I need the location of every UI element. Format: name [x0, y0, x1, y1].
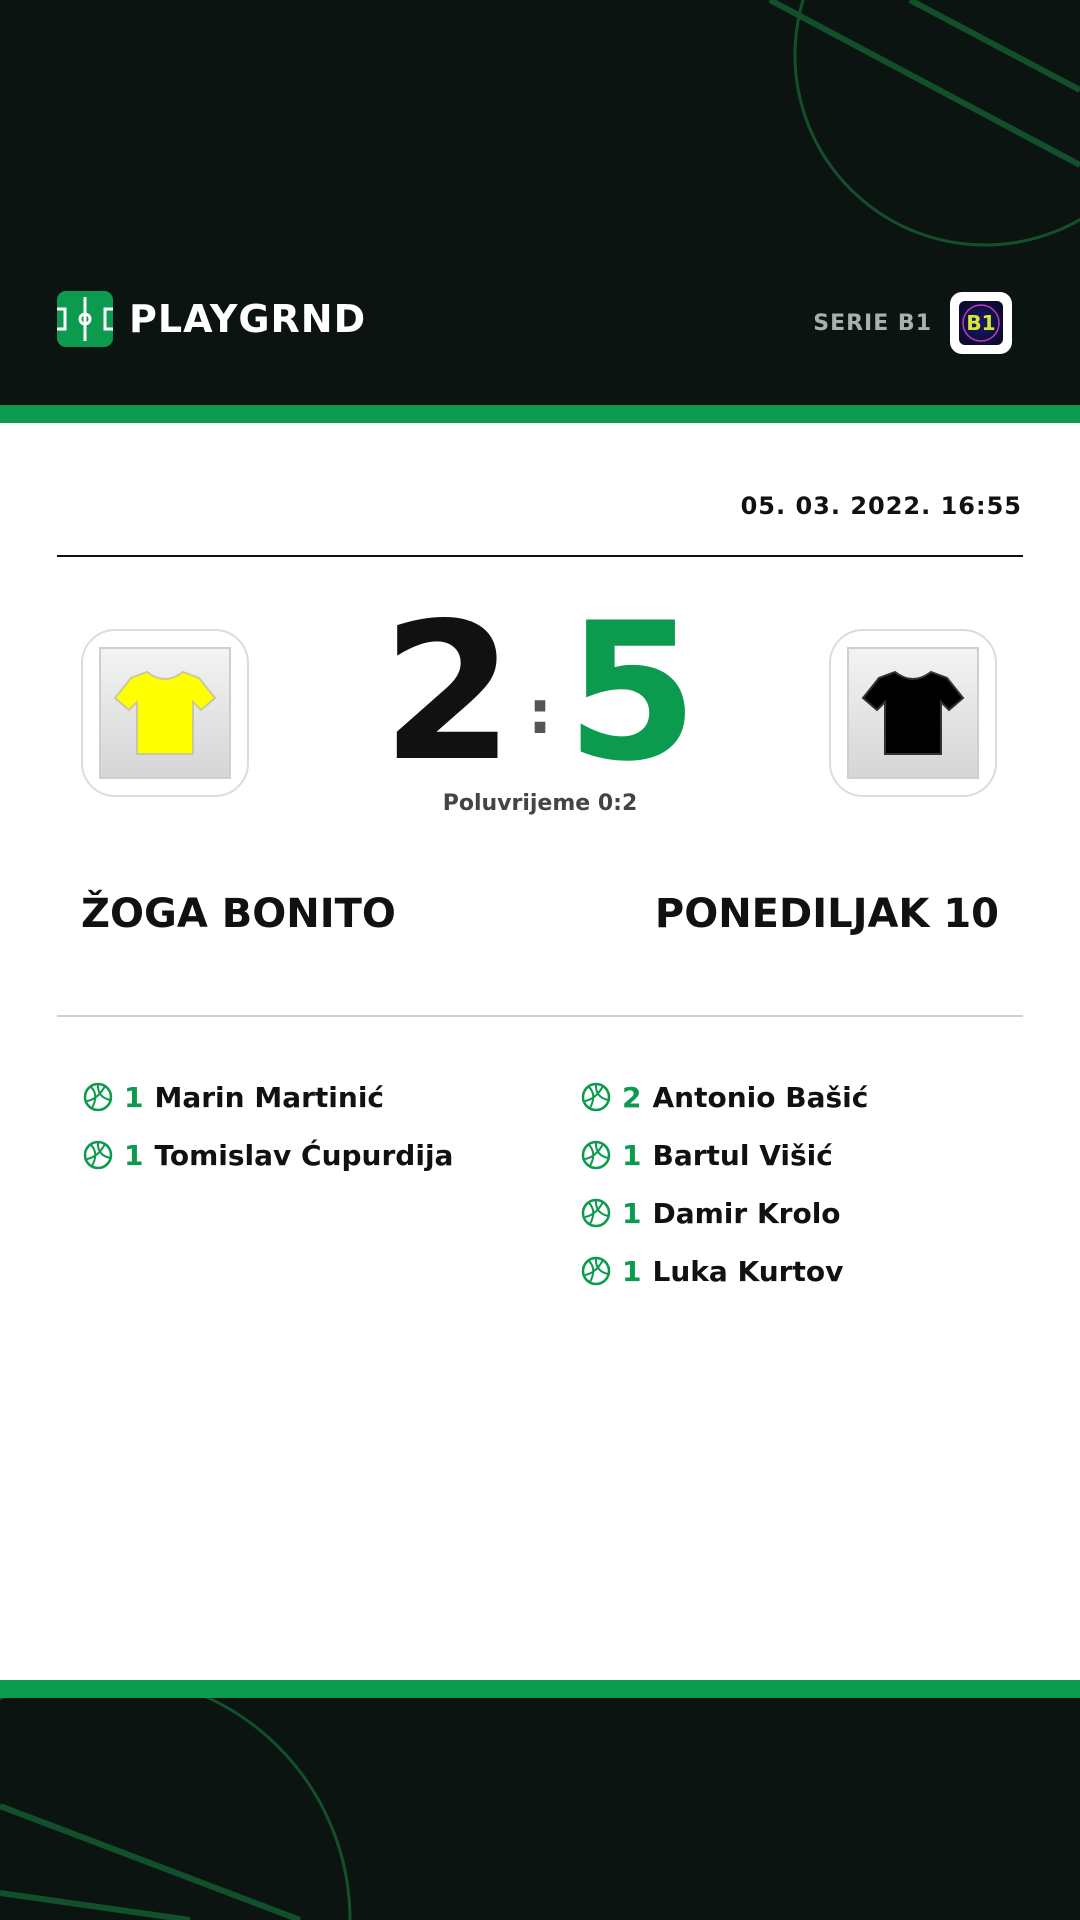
scorer-row	[581, 1184, 868, 1242]
pitch-icon	[57, 291, 113, 347]
jersey-icon	[113, 668, 217, 758]
scorer-row	[581, 1126, 868, 1184]
home-team-name[interactable]: ŽOGA BONITO	[81, 891, 396, 937]
league-name: SERIE B1	[813, 310, 932, 336]
jersey-icon	[861, 668, 965, 758]
ball-icon	[581, 1082, 611, 1112]
away-scorers	[581, 1068, 868, 1300]
home-team-logo[interactable]	[81, 629, 249, 797]
away-jersey-frame	[847, 647, 979, 779]
ball-icon	[581, 1198, 611, 1228]
match-datetime: 05. 03. 2022. 16:55	[740, 492, 1022, 520]
ball-icon	[581, 1140, 611, 1170]
goal-count: 2	[622, 1080, 642, 1114]
scorer-name: Luka Kurtov	[652, 1254, 844, 1288]
home-jersey-frame	[99, 647, 231, 779]
league-badge-icon	[957, 299, 1005, 347]
divider	[57, 1015, 1023, 1017]
scorer-row	[581, 1242, 868, 1300]
scorer-name: Tomislav Ćupurdija	[154, 1138, 454, 1172]
scorer-row	[581, 1068, 868, 1126]
ball-icon	[83, 1082, 113, 1112]
scorer-name: Antonio Bašić	[652, 1080, 869, 1114]
away-team-logo[interactable]	[829, 629, 997, 797]
pitch-lines-decoration	[0, 1698, 1080, 1920]
scorer-row	[83, 1068, 453, 1126]
goal-count: 1	[622, 1138, 642, 1172]
goal-count: 1	[622, 1254, 642, 1288]
scoreboard	[381, 582, 699, 803]
away-score: 5	[566, 582, 699, 803]
ball-icon	[581, 1256, 611, 1286]
goal-count: 1	[622, 1196, 642, 1230]
footer	[0, 1698, 1080, 1920]
home-scorers	[83, 1068, 453, 1184]
scorer-name: Marin Martinić	[154, 1080, 385, 1114]
ball-icon	[83, 1140, 113, 1170]
score-separator: :	[528, 678, 552, 748]
scorer-name: Damir Krolo	[652, 1196, 841, 1230]
league-badge	[950, 292, 1012, 354]
header	[0, 0, 1080, 405]
away-team-name[interactable]: PONEDILJAK 10	[654, 891, 999, 937]
halftime-score: Poluvrijeme 0:2	[442, 791, 638, 816]
scorer-row	[83, 1126, 453, 1184]
accent-bar-bottom	[0, 1680, 1080, 1698]
scorer-name: Bartul Višić	[652, 1138, 833, 1172]
home-score: 2	[381, 582, 514, 803]
accent-bar-top	[0, 405, 1080, 423]
goal-count: 1	[124, 1138, 144, 1172]
league	[813, 292, 1012, 354]
brand-name: PLAYGRND	[129, 297, 367, 341]
divider	[57, 555, 1023, 557]
league-badge-text: B1	[966, 311, 996, 335]
brand[interactable]	[57, 291, 366, 347]
goal-count: 1	[124, 1080, 144, 1114]
